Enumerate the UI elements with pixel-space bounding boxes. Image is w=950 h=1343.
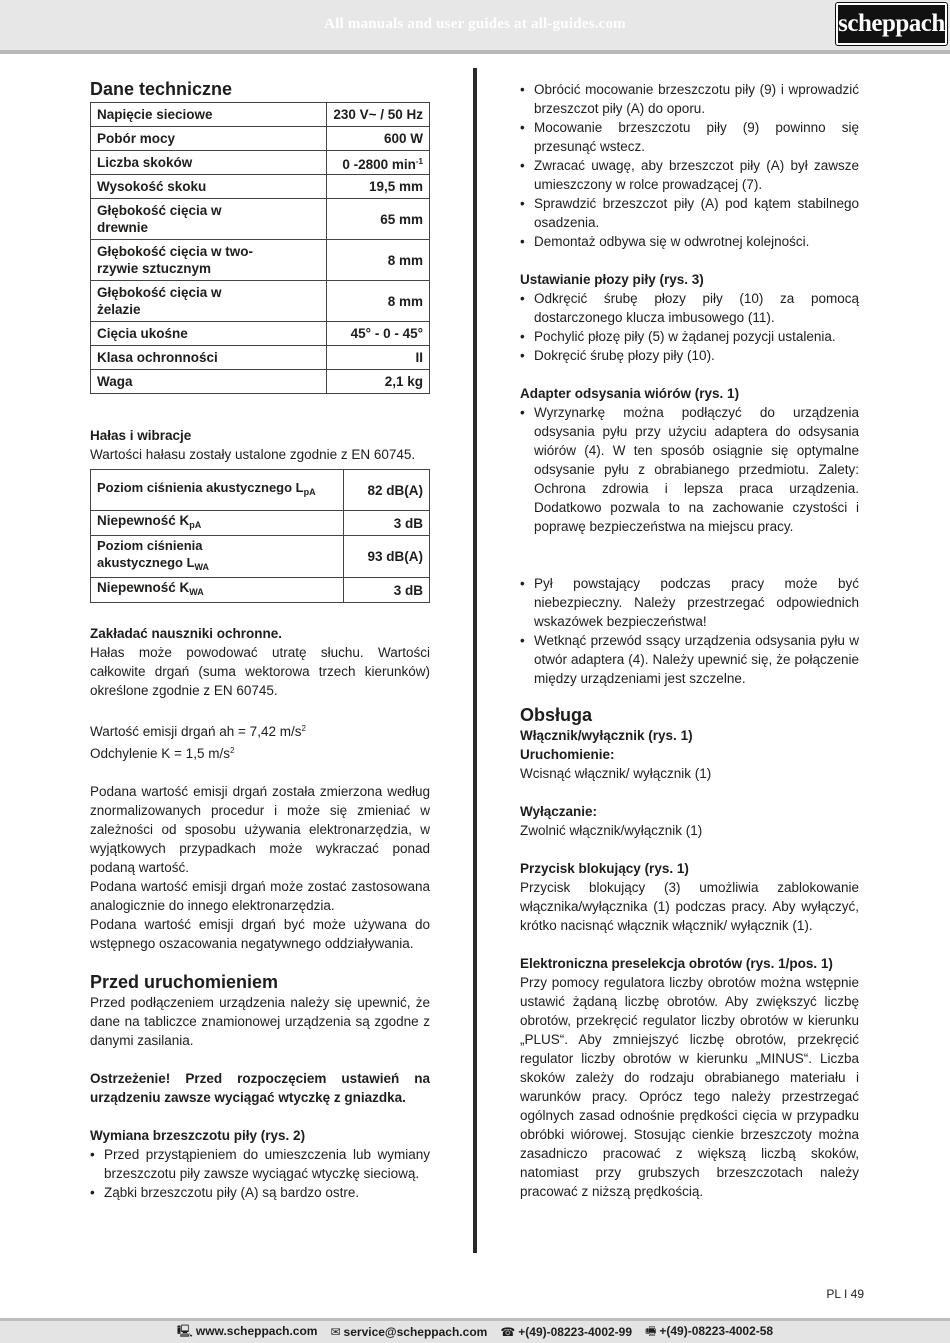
tech-value: 8 mm: [327, 281, 430, 322]
tech-label: Głębokość cięcia w two-rzywie sztucznym: [91, 240, 327, 281]
blade-steps-list: [520, 80, 859, 251]
right-column: [520, 80, 859, 1201]
tech-label: Pobór mocy: [91, 127, 327, 151]
tech-value: 65 mm: [327, 199, 430, 240]
noise-title: Hałas i wibracje: [90, 428, 192, 443]
list-item: • Ząbki brzeszczotu piły (A) są bardzo ostre.: [90, 1183, 430, 1202]
adapter-list: [520, 403, 859, 536]
column-divider: [473, 68, 477, 1253]
noise-value: 93 dB(A): [344, 536, 430, 578]
brand-logo: scheppach: [836, 3, 947, 45]
tech-label: Cięcia ukośne: [91, 322, 327, 346]
emission-exp: 2: [301, 724, 306, 733]
start-title: Uruchomienie:: [520, 747, 615, 762]
table-row: [91, 578, 430, 603]
footer-fax: [645, 1322, 773, 1343]
blade-change-title: Wymiana brzeszczotu piły (rys. 2): [90, 1128, 306, 1143]
left-column: [90, 66, 430, 1202]
noise-label-cell: [91, 578, 344, 603]
tech-title: Dane techniczne: [90, 79, 233, 99]
lock-text: Przycisk blokujący (3) umożliwia zablokowanie włącznika/wyłącznika (1) podczas pracy. Aby wyłączyć, krótko nacisnąć włącznik włącznik/ wyłącznik (1).: [520, 880, 859, 933]
noise-label-cell: [91, 470, 344, 511]
ear-protection-title: Zakładać nauszniki ochronne.: [90, 626, 283, 641]
ear-protection-text: Hałas może powodować utratę słuchu. Wartości całkowite drgań (suma wektorowa trzech kierunków) określone zgodnie z EN 60745.: [90, 645, 430, 698]
deviation-exp: 2: [229, 746, 235, 755]
noise-label: Niepewność K: [97, 580, 190, 595]
footer-phone: [500, 1325, 632, 1339]
table-row: [91, 322, 430, 346]
noise-label: Niepewność K: [97, 513, 190, 528]
table-row: [91, 511, 430, 536]
noise-label-cell: [91, 536, 344, 578]
vibration-paragraph-3: Podana wartość emisji drgań być może używana do wstępnego oszacowania negatywnego oddziaływania.: [90, 917, 430, 951]
footer-phone-text: +(49)-08223-4002-99: [518, 1325, 633, 1339]
before-start-intro: Przed podłączeniem urządzenia należy się upewnić, że dane na tabliczce znamionowej urządzenia są zgodne z danymi zasilania.: [90, 995, 430, 1048]
noise-label-sub: WA: [189, 587, 204, 597]
list-item: • Dokręcić śrubę płozy piły (10).: [520, 346, 859, 365]
table-row: [91, 470, 430, 511]
noise-value: 3 dB: [344, 511, 430, 536]
top-bar: [0, 0, 950, 54]
tech-value: 0 -2800 min: [342, 156, 416, 172]
tech-label: Napięcie sieciowe: [91, 103, 327, 127]
emission-line: [90, 719, 430, 741]
footer-email-text: service@scheppach.com: [343, 1325, 488, 1339]
tech-value: 600 W: [327, 127, 430, 151]
table-row: [91, 536, 430, 578]
tech-value: 230 V~ / 50 Hz: [327, 103, 430, 127]
noise-label: Poziom ciśnienia akustycznego L: [97, 538, 203, 570]
table-row: [91, 151, 430, 175]
vibration-paragraph-1: Podana wartość emisji drgań została zmierzona według znormalizowanych procedur i może się zmieniać w zależności od sposobu używania elektronarzędzia, w wyjątkowych przypadkach może wykraczać ponad podaną wartość.: [90, 784, 430, 875]
emission-text: Wartość emisji drgań ah = 7,42 m/s: [90, 724, 302, 739]
table-row: [91, 281, 430, 322]
table-row: [91, 103, 430, 127]
start-text: Wcisnąć włącznik/ wyłącznik (1): [520, 766, 712, 781]
table-row: [91, 240, 430, 281]
lock-title: Przycisk blokujący (rys. 1): [520, 861, 689, 876]
list-item: • Wetknąć przewód ssący urządzenia odsysania pyłu w otwór adaptera (4). Należy upewnić się, że połączenie między urządzeniami jest szczelne.: [520, 631, 859, 688]
envelope-icon: ✉: [330, 1325, 341, 1339]
footer-bar: [0, 1318, 950, 1343]
fax-icon: 🖷: [645, 1323, 657, 1338]
table-row: [91, 199, 430, 240]
list-item: • Zwracać uwagę, aby brzeszczot piły (A) był zawsze umieszczony w rolce prowadzącej (7).: [520, 156, 859, 194]
phone-icon: ☎: [500, 1325, 516, 1339]
table-row: [91, 127, 430, 151]
switch-title: Włącznik/wyłącznik (rys. 1): [520, 728, 693, 743]
table-row: [91, 370, 430, 394]
dust-list: [520, 574, 859, 688]
list-item: • Pył powstający podczas pracy może być niebezpieczny. Należy przestrzegać odpowiednich wskazówek bezpieczeństwa!: [520, 574, 859, 631]
list-item: • Wyrzynarkę można podłączyć do urządzenia odsysania pyłu przy użyciu adaptera do odsysania wiórów (4). W ten sposób osiągnie się optymalne odsysanie pyłu z obrabianego przedmiotu. Zalety: Ochrona zdrowia i lepsza praca urządzenia. Dodatkowo pozwala to na zachowanie czystości i poprawę bezpieczeństwa na miejscu pracy.: [520, 403, 859, 536]
noise-value: 3 dB: [344, 578, 430, 603]
noise-label: Poziom ciśnienia akustycznego L: [97, 480, 304, 495]
shoe-title: Ustawianie płozy piły (rys. 3): [520, 272, 704, 287]
tech-label: Waga: [91, 370, 327, 394]
list-item: • Demontaż odbywa się w odwrotnej kolejności.: [520, 232, 859, 251]
footer-fax-text: +(49)-08223-4002-58: [659, 1323, 774, 1338]
deviation-line: [90, 741, 430, 763]
footer-web-text: www.scheppach.com: [195, 1323, 318, 1338]
list-item: • Sprawdzić brzeszczot piły (A) pod kątem stabilnego osadzenia.: [520, 194, 859, 232]
list-item: • Mocowanie brzeszczotu piły (9) powinno się przesunąć wstecz.: [520, 118, 859, 156]
tech-value: 8 mm: [327, 240, 430, 281]
tech-value: 19,5 mm: [327, 175, 430, 199]
before-start-title: Przed uruchomieniem: [90, 972, 279, 992]
tech-value: II: [327, 346, 430, 370]
tech-value: 2,1 kg: [327, 370, 430, 394]
adapter-title: Adapter odsysania wiórów (rys. 1): [520, 386, 740, 401]
list-item: • Obrócić mocowanie brzeszczotu piły (9) i wprowadzić brzeszczot piły (A) do oporu.: [520, 80, 859, 118]
noise-intro: Wartości hałasu zostały ustalone zgodnie z EN 60745.: [90, 447, 416, 462]
tech-label: Klasa ochronności: [91, 346, 327, 370]
watermark-text: All manuals and user guides at all-guides.com: [324, 16, 626, 32]
noise-table: [90, 469, 430, 603]
noise-label-sub: pA: [303, 487, 316, 497]
tech-table: [90, 102, 430, 394]
vibration-paragraph-2: Podana wartość emisji drgań może zostać zastosowana analogicznie do innego elektronarzędzia.: [90, 879, 430, 913]
tech-value-cell: [327, 151, 430, 175]
warning-text: Ostrzeżenie! Przed rozpoczęciem ustawień na urządzeniu zawsze wyciągać wtyczkę z gniazdka.: [90, 1071, 430, 1105]
list-item: • Pochylić płozę piły (5) w żądanej pozycji ustalenia.: [520, 327, 859, 346]
page-number: PL I 49: [826, 1287, 864, 1301]
tech-label: Liczba skoków: [91, 151, 327, 175]
footer-email[interactable]: [330, 1325, 487, 1339]
blade-change-list: [90, 1145, 430, 1202]
noise-label-cell: [91, 511, 344, 536]
tech-label: Wysokość skoku: [91, 175, 327, 199]
noise-label-sub: pA: [189, 520, 202, 530]
noise-value: 82 dB(A): [344, 470, 430, 511]
stop-text: Zwolnić włącznik/wyłącznik (1): [520, 823, 703, 838]
table-row: [91, 175, 430, 199]
list-item: • Przed przystąpieniem do umieszczenia lub wymiany brzeszczotu piły zawsze wyciągać wtyczkę sieciową.: [90, 1145, 430, 1183]
table-row: [91, 346, 430, 370]
tech-label: Głębokość cięcia w drewnie: [91, 199, 327, 240]
tech-label: Głębokość cięcia w żelazie: [91, 281, 327, 322]
tech-value: 45° - 0 - 45°: [327, 322, 430, 346]
noise-label-sub: WA: [194, 562, 210, 572]
speed-title: Elektroniczna preselekcja obrotów (rys. 1/pos. 1): [520, 956, 833, 971]
tech-value-sup: -1: [415, 156, 423, 166]
footer-web[interactable]: [177, 1322, 318, 1343]
list-item: • Odkręcić śrubę płozy piły (10) za pomocą dostarczonego klucza imbusowego (11).: [520, 289, 859, 327]
deviation-text: Odchylenie K = 1,5 m/s: [90, 746, 230, 761]
operation-title: Obsługa: [520, 705, 593, 725]
monitor-icon: 🖳: [176, 1323, 193, 1338]
shoe-list: [520, 289, 859, 365]
speed-text: Przy pomocy regulatora liczby obrotów można wstępnie ustawić żądaną liczbę obrotów. Aby zwiększyć liczbę obrotów, przekręcić regulator liczby obrotów w kierunku „PLUS“. Aby zmniejszyć liczbę obrotów, przekręcić regulator liczby obrotów w kierunku „MINUS“. Liczba skoków zależy do rodzaju obrabianego materiału i warunków pracy. Oprócz tego należy przestrzegać ogólnych zasad odnośnie prędkości cięcia w przypadku obróbki wiórowej. Stosując cienkie brzeszczoty można zasadniczo pracować z większą liczbą skoków, natomiast przy grubszych brzeszczotach należy pracować z niższą prędkością.: [520, 975, 859, 1199]
stop-title: Wyłączanie:: [520, 804, 598, 819]
